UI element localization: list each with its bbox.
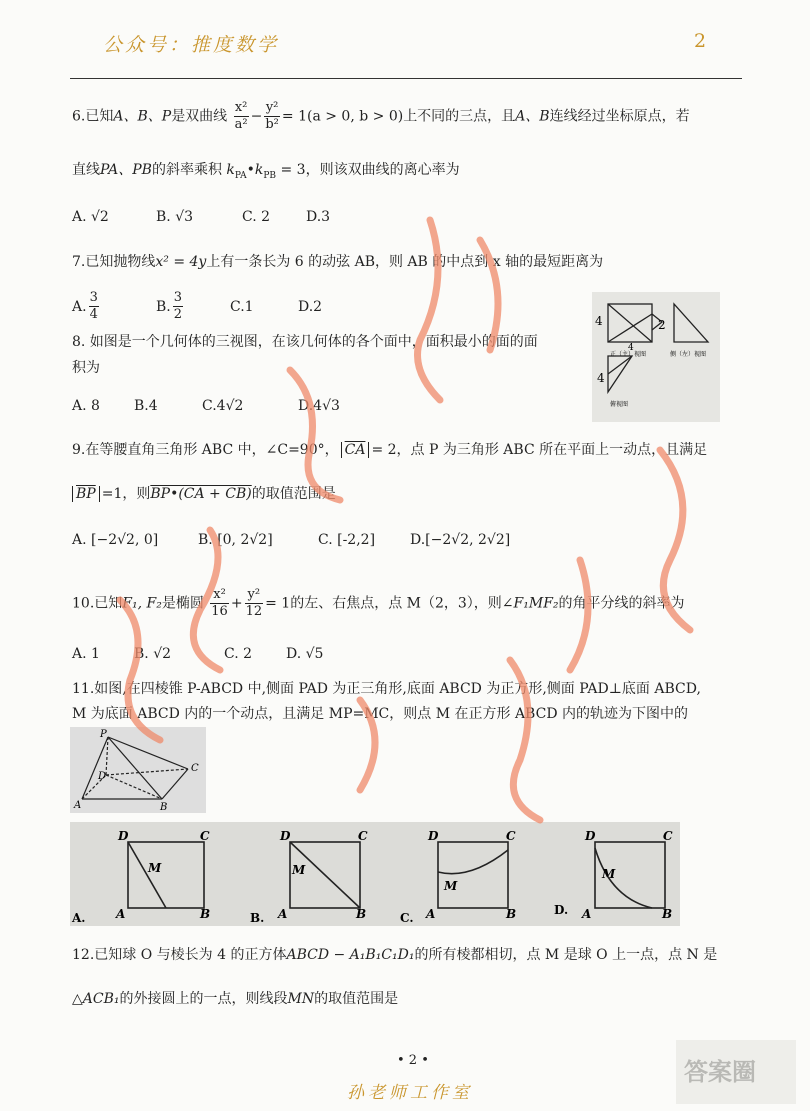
q6-line2: 直线PA、PB的斜率乘积 $k_{PA}•k_{PB} = 3$，则该双曲线的离心率为 [72,162,460,181]
q10-options [72,644,323,664]
q7-options [72,290,322,323]
fig-label-two: 2 [658,318,666,332]
header-page-number: 2 [694,30,707,52]
page-header [0,0,810,80]
q9-line1: 9.在等腰直角三角形 ABC 中，∠C=90°， $\overline{CA} = 2$，点 P 为三角形 ABC 所在平面上一动点，且满足 [72,442,708,458]
panel-c-d: D [428,829,439,843]
pyramid-label-a: A [74,800,82,811]
panel-b-label: B. [250,911,265,925]
q12-line2: △ACB₁的外接圆上的一点，则线段MN的取值范围是 [72,991,399,1007]
q8-line1: 8. 如图是一个几何体的三视图，在该几何体的各个面中，面积最小的面的面 [72,334,538,350]
q8-option-a[interactable]: A. 8 [72,398,100,414]
panel-b-c: C [358,829,368,843]
q10-option-c[interactable]: C. 2 [224,646,253,662]
panel-d-c: C [663,829,673,843]
q7-option-c[interactable]: C.1 [230,298,254,315]
panel-c-b: B [506,907,517,921]
fig-label-four-top: 4 [595,314,603,328]
q9-option-c[interactable]: C. [-2,2] [318,532,376,548]
panel-c-a: A [426,907,436,921]
q7-option-a[interactable]: A. $\frac{3}{4}$ [72,290,98,322]
panel-a-b: B [200,907,211,921]
panel-c-m: M [444,879,458,893]
q12-line1: 12.已知球 O 与棱长为 4 的正方体ABCD − A₁B₁C₁D₁的所有棱都相切，点 M 是球 O 上一点，点 N 是 [72,947,718,963]
q6-line1: 6.已知A、B、P是双曲线 $\frac{\text{x²}}{\text{a²}}$ − $\frac{\text{y²}}{\text{b²}}$ = 1(a > 0, b > 0)上不同的三点，且A、B连线经过坐标原点，若 [72,100,690,132]
q6-option-b[interactable]: B. √3 [156,209,194,225]
fig-label-side: 侧（左）视图 [670,351,707,358]
q9-line2: $\overline{BP} =1$，则BP•(CA + CB)的取值范围是 [72,484,336,504]
panel-a-d: D [118,829,129,843]
panel-b-b: B [356,907,367,921]
panel-d-b: B [662,907,673,921]
q10-text: 10.已知F₁, F₂是椭圆 $\frac{\text{x²}}{16}$ + $\frac{\text{y²}}{12}$ = 1的左、右焦点，点 M（2，3），则∠F₁MF₂的角平分线的斜率为 [72,587,685,619]
panel-a-m: M [148,861,162,875]
fig-label-four-mid: 4 [628,343,634,353]
q6-options [72,207,330,227]
q7-text: 7.已知抛物线x² = 4y上有一条长为 6 的动弦 AB，则 AB 的中点到 x 轴的最短距离为 [72,254,604,270]
q9-options [72,530,510,550]
panel-a-c: C [200,829,210,843]
panel-d-label: D. [554,903,569,917]
q6-option-a[interactable]: A. √2 [72,209,109,225]
q10-option-b[interactable]: B. √2 [134,646,172,662]
q9-option-b[interactable]: B. [0, 2√2] [198,532,273,548]
q10-option-d[interactable]: D. √5 [286,646,324,662]
q6-frac-x: $\frac{\text{x²}}{\text{a²}}$ [234,100,248,132]
pyramid-label-d: D [98,771,107,782]
panel-d-m: M [602,867,616,881]
fig-label-four-left: 4 [597,371,605,385]
panel-a-a: A [116,907,126,921]
q8-option-b[interactable]: B.4 [134,398,158,414]
fig-label-top-view: 俯视图 [610,401,629,408]
corner-logo [676,1040,796,1104]
q6-option-c[interactable]: C. 2 [242,209,271,225]
footer-page-number: • 2 • [397,1053,429,1068]
panel-b-d: D [280,829,291,843]
panel-d-d: D [585,829,596,843]
pyramid-figure [70,727,206,813]
q11-line1: 11.如图,在四棱锥 P-ABCD 中,侧面 PAD 为正三角形,底面 ABCD 为正方形,侧面 PAD⊥底面 ABCD, [72,681,701,697]
pyramid-label-p: P [100,729,107,740]
q8-option-c[interactable]: C.4√2 [202,398,244,414]
panel-b-a: A [278,907,288,921]
q7-option-b[interactable]: B. $\frac{3}{2}$ [156,290,183,322]
q11-line2: M 为底面 ABCD 内的一个动点，且满足 MP=MC，则点 M 在正方形 ABCD 内的轨迹为下图中的 [72,706,688,722]
panel-b-m: M [292,863,306,877]
footer-studio: 孙老师工作室 [347,1083,473,1103]
header-rule [70,78,742,79]
panel-c-label: C. [400,911,414,925]
pyramid-label-c: C [191,763,199,774]
panel-a-label: A. [72,911,86,925]
q10-option-a[interactable]: A. 1 [72,646,100,662]
fig-label-front: 正（主）视图 [610,351,647,358]
q8-options [72,396,340,416]
header-title: 公众号：推度数学 [103,34,280,56]
corner-logo-text: 答案圈 [684,1057,756,1086]
q8-option-d[interactable]: D.4√3 [298,398,340,414]
panel-d-a: A [582,907,592,921]
q9-option-a[interactable]: A. [−2√2, 0] [72,532,159,548]
pyramid-label-b: B [160,802,168,813]
q7-option-d[interactable]: D.2 [298,298,323,315]
q8-line2: 积为 [72,360,100,376]
q6-option-d[interactable]: D.3 [306,209,331,225]
three-view-figure [592,292,720,422]
answer-panels-strip [70,822,680,926]
q9-option-d[interactable]: D.[−2√2, 2√2] [410,532,511,548]
panel-c-c: C [506,829,516,843]
q6-frac-y: $\frac{\text{y²}}{\text{b²}}$ [265,100,279,132]
